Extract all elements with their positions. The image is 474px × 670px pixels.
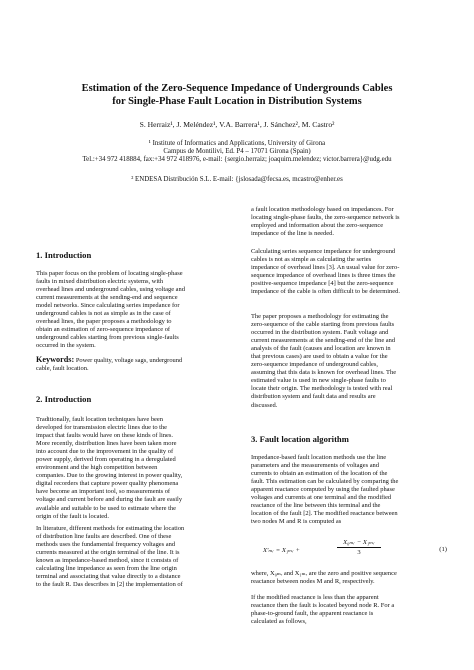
text-line: calculating line impedance as seen from the line origin [36, 565, 177, 573]
text-line: fault. This estimation can be calculated by comparing the [251, 478, 399, 486]
equation-numerator: X₀ₘᵣ − X₁ₘᵣ [337, 538, 381, 548]
right-paragraph-6 [251, 594, 447, 626]
text-line: impedance of overhead lines [3]. An usual value for zero- [251, 264, 400, 272]
affiliation-1-line-3: Tel.:+34 972 418884, fax:+34 972 418976, e-mail: {sergio.herraiz; joaquim.melendez; victor.barrera}@udg.edu [82, 156, 392, 164]
section-heading-introduction: 1. Introduction [36, 250, 92, 260]
right-paragraph-2 [251, 248, 447, 296]
affiliation-1 [20, 140, 454, 165]
text-line: of distribution line faults are described. One of these [36, 533, 172, 541]
text-line: discussed. [251, 401, 278, 409]
keywords-text-2: cable, fault location. [36, 365, 89, 373]
text-line: current measurements at the sending-end and sequence [36, 294, 178, 302]
text-line: The paper proposes a methodology for estimating the [251, 313, 389, 320]
equation-fraction [337, 538, 381, 556]
authors-line: S. Herraiz¹, J. Meléndez¹, V.A. Barrera¹, J. Sánchez², M. Castro² [139, 120, 335, 129]
text-line: underground cables is not as simple as in the case of [36, 310, 171, 318]
text-line: occurred in the distribution system. Fault voltage and [251, 329, 389, 337]
text-line: available and suitable to be used to estimate where the [36, 504, 176, 512]
equation-lhs: X'ₘᵣ = X₁ₘᵣ + [263, 547, 300, 554]
text-line: two nodes M and R is computed as [251, 518, 342, 526]
text-line: companies. Due to the growing interest in power quality, [36, 472, 183, 480]
title-line-2: for Single-Phase Fault Location in Distribution Systems [112, 96, 362, 107]
text-line: developed for transmission electric lines due to the [36, 424, 168, 432]
text-line: reactance of the line between this terminal and the [251, 502, 381, 510]
text-line: Impedance-based fault location methods use the line [251, 454, 387, 461]
keywords [36, 356, 232, 373]
text-line: current measurements at the sending-end of the line and [251, 337, 396, 345]
text-line: parameters and the measurements of voltages and [251, 462, 379, 470]
text-line: voltages and currents at one terminal and the modified [251, 494, 392, 502]
text-line: reactance between nodes M and R, respectively. [251, 578, 375, 586]
text-line: known as impedance-based method, since it consists of [36, 557, 179, 565]
text-line: currents to obtain an estimation of the location of the [251, 470, 388, 478]
text-line: obtain an estimation of zero-sequence impedance of [36, 326, 171, 334]
text-line: phase-to-ground fault, the apparent reactance is [251, 610, 374, 618]
right-paragraph-4 [251, 454, 447, 526]
text-line: employed and information about the zero-sequence [251, 222, 384, 230]
text-line: Calculating series sequence impedance for underground [251, 248, 396, 255]
text-line: positive-sequence impedance [4] but the zero-sequence [251, 280, 394, 288]
abstract-paragraph [36, 270, 232, 350]
text-line: a fault location methodology based on impedances. For [251, 206, 394, 213]
text-line: impedance of the line is needed. [251, 230, 334, 238]
text-line: model networks. Since calculating series impedance for [36, 302, 180, 310]
keywords-label: Keywords: [36, 356, 75, 364]
text-line: zero-sequence impedance of underground cables, [251, 361, 378, 369]
text-line: occurred in the system. [36, 342, 96, 350]
text-line: impedance of the cable is often difficult to be determined. [251, 288, 400, 296]
right-paragraph-3 [251, 313, 447, 410]
text-line: environment and the high competition between [36, 464, 158, 472]
affiliation-1-line-2: Campus de Montilivi, Ed. P4 – 17071 Girona (Spain) [163, 148, 311, 156]
text-line: distribution system and fault data and results are [251, 393, 376, 401]
text-line: where, X₀ₘᵣ and X₁ₘᵣ are the zero and positive sequence [251, 570, 397, 577]
text-line: methods uses the fundamental frequency voltages and [36, 541, 176, 549]
text-line: voltage and current before and during the fault are easily [36, 496, 183, 504]
keywords-text-1: Power quality, voltage sags, underground [74, 357, 183, 364]
text-line: In literature, different methods for estimating the location [36, 525, 185, 532]
text-line: faults in mixed distribution electric systems, with [36, 278, 164, 286]
text-line: origin of the fault is located. [36, 512, 109, 520]
text-line: estimated value is used in new single-phase faults to [251, 377, 386, 385]
affiliation-2 [20, 176, 454, 184]
section-heading-introduction-2: 2. Introduction [36, 394, 92, 404]
text-line: that previous cases) are used to obtain a value for the [251, 353, 388, 361]
text-line: overhead lines and underground cables, using voltage and [36, 286, 185, 294]
text-line: More recently, distribution lines have been taken more [36, 440, 177, 448]
equation-denominator: 3 [357, 549, 361, 556]
text-line: overhead lines, the paper proposes a methodology to [36, 318, 172, 326]
text-line: zero-sequence of the cable starting from previous faults [251, 321, 395, 329]
text-line: impact that faults would have on these kinds of lines. [36, 432, 173, 440]
text-line: sequence impedance of overhead lines is three times the [251, 272, 396, 280]
text-line: to the fault R. Das describes in [2] the implementation of [36, 581, 183, 589]
affiliation-1-line-1: ¹ Institute of Informatics and Applications, University of Girona [148, 140, 326, 147]
text-line: into account due to the improvement in the quality of [36, 448, 174, 456]
right-paragraph-1 [251, 206, 447, 238]
text-line: power supply, derived from operating in a deregulated [36, 456, 176, 464]
intro-paragraph-2 [36, 525, 232, 589]
author-list [20, 120, 454, 130]
text-line: locating single-phase faults, the zero-sequence network is [251, 214, 400, 222]
text-line: terminal and associating that value directly to a distance [36, 573, 181, 581]
affiliation-2-line: ² ENDESA Distribución S.L. E-mail: {jslosada@fecsa.es, mcastro@enher.es [131, 176, 343, 183]
text-line: Traditionally, fault location techniques have been [36, 416, 163, 423]
text-line: underground cables starting from previous single-faults [36, 334, 179, 342]
text-line: currents measured at the origin terminal of the line. It is [36, 549, 180, 557]
equation-number: (1) [439, 546, 447, 553]
section-heading-fault-location: 3. Fault location algorithm [251, 434, 349, 444]
text-line: This paper focus on the problem of locating single-phase [36, 270, 183, 277]
right-paragraph-5 [251, 570, 447, 586]
text-line: have become an important tool, so measurements of [36, 488, 171, 496]
equation-1 [251, 536, 447, 566]
text-line: reactance then the fault is located beyond node R. For a [251, 602, 395, 610]
text-line: apparent reactance computed by using the faulted phase [251, 486, 395, 494]
text-line: digital recorders that capture power quality phenomena [36, 480, 179, 488]
text-line: calculated as follows, [251, 618, 307, 626]
text-line: cables is not as simple as calculating the series [251, 256, 372, 264]
title-line-1: Estimation of the Zero-Sequence Impedance of Undergrounds Cables [81, 83, 393, 94]
text-line: If the modified reactance is less than the apparent [251, 594, 379, 601]
text-line: location of the fault [2]. The modified reactance between [251, 510, 398, 518]
text-line: analysis of the fault (causes and location are known in [251, 345, 391, 353]
paper-title [40, 82, 434, 108]
text-line: assuming that this data is known for overhead lines. The [251, 369, 397, 377]
text-line: locate their origin. The methodology is tested with real [251, 385, 393, 393]
intro-paragraph-1 [36, 416, 232, 521]
